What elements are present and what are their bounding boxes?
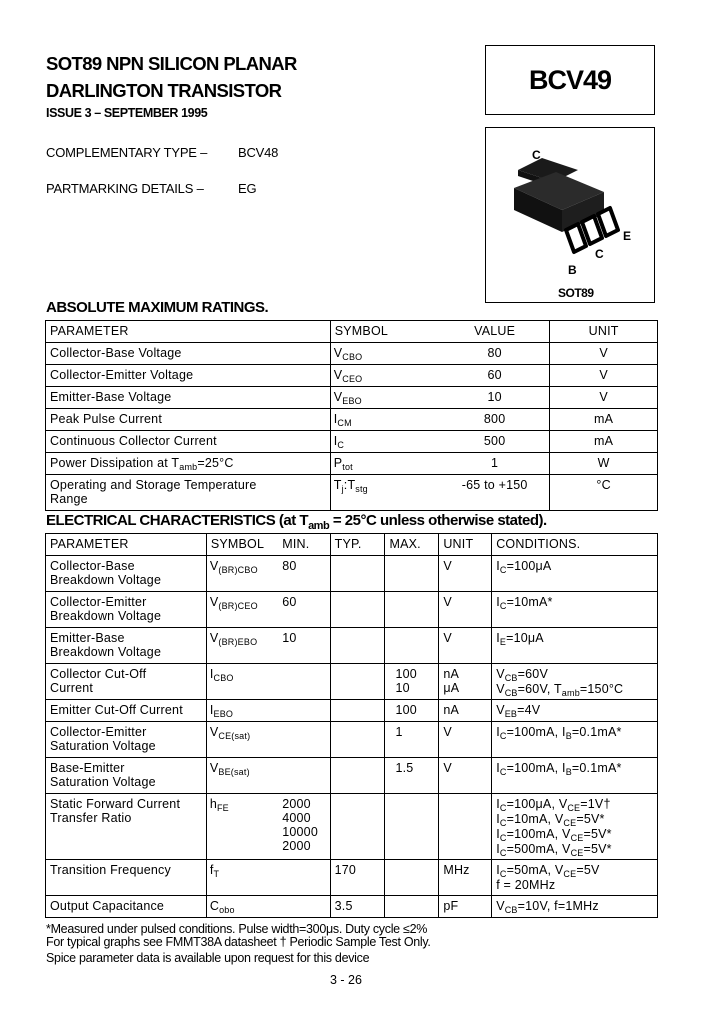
- table-row: [46, 628, 658, 664]
- conditions-cell: $I_C=10mA*$: [492, 592, 658, 628]
- package-diagram: [485, 127, 655, 303]
- col-header: SYMBOL: [330, 321, 440, 343]
- pin-label-emitter: E: [623, 229, 632, 243]
- param-cell: Base-Emitter Saturation Voltage: [46, 758, 207, 794]
- symbol-cell: $V_{(BR)EBO}$: [206, 628, 278, 664]
- max-cell: [385, 628, 439, 664]
- max-cell: [385, 556, 439, 592]
- unit-cell: V: [439, 628, 492, 664]
- value-cell: 500: [440, 431, 550, 453]
- col-header: UNIT: [439, 534, 492, 556]
- value-cell: -65 to +150: [440, 475, 550, 511]
- param-cell: Collector-Base Voltage: [46, 343, 331, 365]
- min-cell: [278, 860, 330, 896]
- typ-cell: 3.5: [330, 896, 385, 918]
- symbol-cell: $f_T$: [206, 860, 278, 896]
- unit-cell: V: [550, 387, 658, 409]
- table-row: [46, 387, 658, 409]
- typ-cell: [330, 700, 385, 722]
- conditions-cell: $I_C=50mA$, $V_{CE}=5V$ f = 20MHz: [492, 860, 658, 896]
- pin-label-base: B: [568, 263, 577, 277]
- issue-date: ISSUE 3 – SEPTEMBER 1995: [46, 106, 208, 120]
- table-row: [46, 343, 658, 365]
- unit-cell: mA: [550, 431, 658, 453]
- table-row: [46, 860, 658, 896]
- min-cell: [278, 664, 330, 700]
- table-row: [46, 758, 658, 794]
- param-cell: Collector-Emitter Voltage: [46, 365, 331, 387]
- max-cell: [385, 592, 439, 628]
- page-title: [46, 50, 297, 104]
- symbol-cell: $T_j:T_{stg}$: [330, 475, 440, 511]
- unit-cell: V: [550, 365, 658, 387]
- symbol-cell: $V_{CE(sat)}$: [206, 722, 278, 758]
- title-line-1: SOT89 NPN SILICON PLANAR: [46, 53, 297, 74]
- conditions-cell: $V_{CB}=60V$ $V_{CB}=60V$, $T_{amb}=150^\circ C$: [492, 664, 658, 700]
- conditions-cell: $I_C=100mA$, $I_B=0.1mA*$: [492, 722, 658, 758]
- typ-cell: 170: [330, 860, 385, 896]
- value-cell: 10: [440, 387, 550, 409]
- table-row: [46, 453, 658, 475]
- title-line-2: DARLINGTON TRANSISTOR: [46, 80, 282, 101]
- table-row: [46, 664, 658, 700]
- table-header-row: [46, 534, 658, 556]
- min-cell: 10: [278, 628, 330, 664]
- param-cell: Transition Frequency: [46, 860, 207, 896]
- param-cell: Collector Cut-Off Current: [46, 664, 207, 700]
- value-cell: 800: [440, 409, 550, 431]
- min-cell: 2000 4000 10000 2000: [278, 794, 330, 860]
- symbol-cell: $V_{CBO}$: [330, 343, 440, 365]
- unit-cell: mA: [550, 409, 658, 431]
- unit-cell: V: [439, 722, 492, 758]
- symbol-cell: $I_{EBO}$: [206, 700, 278, 722]
- typ-cell: [330, 592, 385, 628]
- table-row: [46, 556, 658, 592]
- unit-cell: MHz: [439, 860, 492, 896]
- package-name: SOT89: [558, 286, 594, 300]
- max-cell: [385, 860, 439, 896]
- footnote-pulsed: *Measured under pulsed conditions. Pulse width=300μs. Duty cycle ≤2%: [46, 922, 428, 936]
- unit-cell: V: [439, 758, 492, 794]
- table-header-row: [46, 321, 658, 343]
- unit-cell: [439, 794, 492, 860]
- typ-cell: [330, 758, 385, 794]
- page-number: 3 - 26: [330, 973, 362, 987]
- symbol-cell: $I_C$: [330, 431, 440, 453]
- value-cell: 1: [440, 453, 550, 475]
- symbol-cell: $V_{(BR)CBO}$: [206, 556, 278, 592]
- param-cell: Collector-Base Breakdown Voltage: [46, 556, 207, 592]
- complementary-value: BCV48: [238, 145, 279, 160]
- table-row: [46, 700, 658, 722]
- conditions-cell: $I_E=10\mu A$: [492, 628, 658, 664]
- pin-label-collector: C: [595, 247, 604, 261]
- typ-cell: [330, 664, 385, 700]
- table-row: [46, 431, 658, 453]
- conditions-cell: $V_{EB}=4V$: [492, 700, 658, 722]
- min-cell: [278, 722, 330, 758]
- pin-label-collector-tab: C: [532, 148, 541, 162]
- unit-cell: °C: [550, 475, 658, 511]
- unit-cell: nA μA: [439, 664, 492, 700]
- symbol-cell: $I_{CBO}$: [206, 664, 278, 700]
- value-cell: 60: [440, 365, 550, 387]
- value-cell: 80: [440, 343, 550, 365]
- min-cell: [278, 758, 330, 794]
- max-cell: 1: [385, 722, 439, 758]
- param-cell: Continuous Collector Current: [46, 431, 331, 453]
- unit-cell: W: [550, 453, 658, 475]
- complementary-label: COMPLEMENTARY TYPE –: [46, 145, 208, 160]
- col-header: CONDITIONS.: [492, 534, 658, 556]
- col-header: PARAMETER: [46, 534, 207, 556]
- conditions-cell: $I_C=100\mu A$: [492, 556, 658, 592]
- param-cell: Collector-Emitter Saturation Voltage: [46, 722, 207, 758]
- unit-cell: nA: [439, 700, 492, 722]
- symbol-cell: $V_{BE(sat)}$: [206, 758, 278, 794]
- elec-heading: ELECTRICAL CHARACTERISTICS (at $T_{amb} = 25^\circ C$ unless otherwise stated).: [46, 512, 547, 532]
- max-cell: 1.5: [385, 758, 439, 794]
- symbol-cell: $V_{(BR)CEO}$: [206, 592, 278, 628]
- col-header: MIN.: [278, 534, 330, 556]
- max-cell: [385, 794, 439, 860]
- conditions-cell: $I_C=100\mu A$, $V_{CE}=1V\dagger$ $I_C=10mA$, $V_{CE}=5V*$ $I_C=100mA$, $V_{CE}=5V*$ $I_C=500mA$, $V_{CE}=5V*$: [492, 794, 658, 860]
- max-cell: 100: [385, 700, 439, 722]
- typ-cell: [330, 628, 385, 664]
- typ-cell: [330, 794, 385, 860]
- symbol-cell: $P_{tot}$: [330, 453, 440, 475]
- table-row: [46, 475, 658, 511]
- max-cell: [385, 896, 439, 918]
- table-row: [46, 592, 658, 628]
- footnote-spice: Spice parameter data is available upon request for this device: [46, 951, 370, 965]
- conditions-cell: $I_C=100mA$, $I_B=0.1mA*$: [492, 758, 658, 794]
- col-header: VALUE: [440, 321, 550, 343]
- col-header: MAX.: [385, 534, 439, 556]
- max-cell: 100 10: [385, 664, 439, 700]
- partmarking-label: PARTMARKING DETAILS –: [46, 181, 204, 196]
- table-row: [46, 794, 658, 860]
- param-cell: Operating and Storage Temperature Range: [46, 475, 331, 511]
- symbol-cell: $V_{EBO}$: [330, 387, 440, 409]
- param-cell: Emitter-Base Breakdown Voltage: [46, 628, 207, 664]
- col-header: UNIT: [550, 321, 658, 343]
- min-cell: 80: [278, 556, 330, 592]
- part-number: BCV49: [528, 64, 612, 95]
- typ-cell: [330, 722, 385, 758]
- min-cell: 60: [278, 592, 330, 628]
- part-number-box: [485, 45, 655, 115]
- abs-max-table: [45, 320, 658, 511]
- table-row: [46, 365, 658, 387]
- col-header: PARAMETER: [46, 321, 331, 343]
- footnote-graphs: For typical graphs see FMMT38A datasheet † Periodic Sample Test Only.: [46, 935, 431, 949]
- table-row: [46, 896, 658, 918]
- unit-cell: V: [439, 592, 492, 628]
- symbol-cell: $I_{CM}$: [330, 409, 440, 431]
- table-row: [46, 409, 658, 431]
- min-cell: [278, 700, 330, 722]
- unit-cell: pF: [439, 896, 492, 918]
- symbol-cell: $V_{CEO}$: [330, 365, 440, 387]
- symbol-cell: $h_{FE}$: [206, 794, 278, 860]
- param-cell: Power Dissipation at $T_{amb}=25^\circ C$: [46, 453, 331, 475]
- param-cell: Output Capacitance: [46, 896, 207, 918]
- typ-cell: [330, 556, 385, 592]
- param-cell: Collector-Emitter Breakdown Voltage: [46, 592, 207, 628]
- symbol-cell: $C_{obo}$: [206, 896, 278, 918]
- param-cell: Emitter-Base Voltage: [46, 387, 331, 409]
- min-cell: [278, 896, 330, 918]
- conditions-cell: $V_{CB}=10V$, f=1MHz: [492, 896, 658, 918]
- param-cell: Static Forward Current Transfer Ratio: [46, 794, 207, 860]
- col-header: TYP.: [330, 534, 385, 556]
- electrical-characteristics-table: [45, 533, 658, 918]
- col-header: SYMBOL: [206, 534, 278, 556]
- param-cell: Peak Pulse Current: [46, 409, 331, 431]
- partmarking-value: EG: [238, 181, 257, 196]
- abs-max-heading: ABSOLUTE MAXIMUM RATINGS.: [46, 299, 269, 316]
- param-cell: Emitter Cut-Off Current: [46, 700, 207, 722]
- unit-cell: V: [550, 343, 658, 365]
- unit-cell: V: [439, 556, 492, 592]
- table-row: [46, 722, 658, 758]
